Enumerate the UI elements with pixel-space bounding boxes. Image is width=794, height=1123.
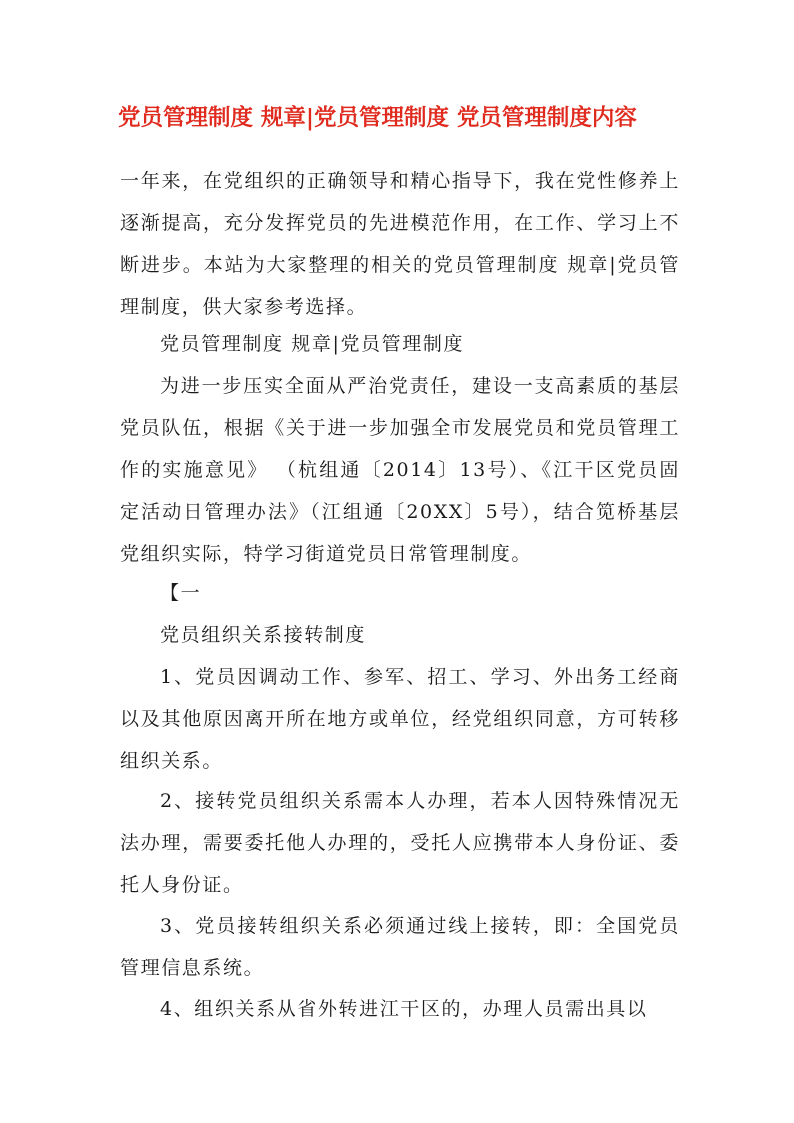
subsection-heading: 党员组织关系接转制度 [160,624,367,646]
intro-paragraph: 一年来，在党组织的正确领导和精心指导下，我在党性修养上逐渐提高，充分发挥党员的先进模范作用，在工作、学习上不断进步。本站为大家整理的相关的党员管理制度 规章|党员管理制度，供大家参考选择。 [120,170,680,318]
rule-item-1: 1、党员因调动工作、参军、招工、学习、外出务工经商以及其他原因离开所在地方或单位，经党组织同意，方可转移组织关系。 [120,666,680,772]
section-heading: 党员管理制度 规章|党员管理制度 [160,333,465,355]
document-title: 党员管理制度 规章|党员管理制度 党员管理制度内容 [118,105,637,131]
rule-item-3: 3、党员接转组织关系必须通过线上接转，即：全国党员管理信息系统。 [120,915,680,979]
rule-item-2: 2、接转党员组织关系需本人办理，若本人因特殊情况无法办理，需要委托他人办理的，受托人应携带本人身份证、委托人身份证。 [120,790,680,896]
rule-item-4: 4、组织关系从省外转进江干区的，办理人员需出具以 [160,998,648,1020]
section-marker: 【一 [160,582,202,604]
purpose-paragraph: 为进一步压实全面从严治党责任，建设一支高素质的基层党员队伍，根据《关于进一步加强全市发展党员和党员管理工作的实施意见》 （杭组通〔2014〕13号）、《江干区党员固定活动日管理办法》（江组通〔20XX〕5号），结合笕桥基层党组织实际，特学习街道党员日常管理制度。 [120,375,680,565]
